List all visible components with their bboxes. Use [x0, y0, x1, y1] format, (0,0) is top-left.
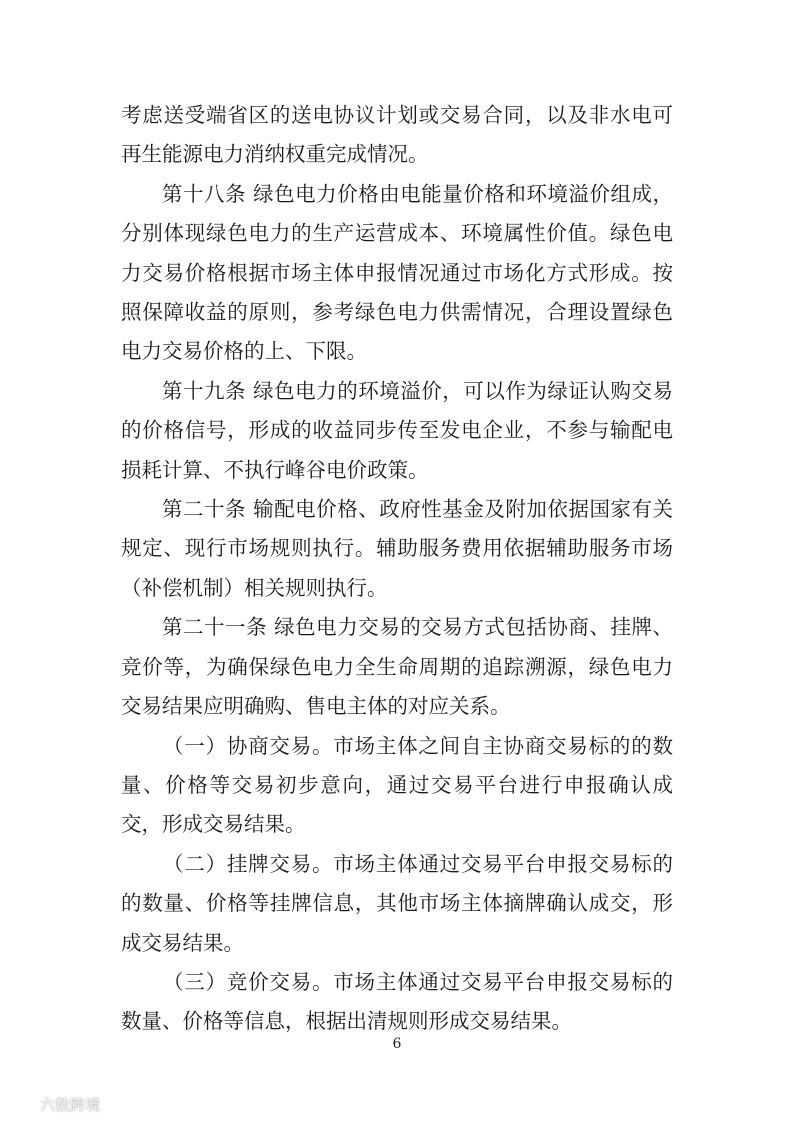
- watermark-text: 六数跨境: [40, 1096, 101, 1114]
- paragraph-item-3: （三）竞价交易。市场主体通过交易平台申报交易标的数量、价格等信息，根据出清规则形成交易结果。: [121, 969, 673, 1034]
- paragraph-article-21: 第二十一条 绿色电力交易的交易方式包括协商、挂牌、竞价等，为确保绿色电力全生命周期的追踪溯源，绿色电力交易结果应明确购、售电主体的对应关系。: [121, 615, 673, 719]
- paragraph-item-2: （二）挂牌交易。市场主体通过交易平台申报交易标的的数量、价格等挂牌信息，其他市场主体摘牌确认成交，形成交易结果。: [121, 851, 673, 955]
- watermark: [8, 1094, 100, 1115]
- paragraph-item-1: （一）协商交易。市场主体之间自主协商交易标的的数量、价格等交易初步意向，通过交易平台进行申报确认成交，形成交易结果。: [121, 733, 673, 837]
- paragraph-article-20: 第二十条 输配电价格、政府性基金及附加依据国家有关规定、现行市场规则执行。辅助服务费用依据辅助服务市场（补偿机制）相关规则执行。: [121, 497, 673, 600]
- paragraph-article-18: 第十八条 绿色电力价格由电能量价格和环境溢价组成，分别体现绿色电力的生产运营成本、环境属性价值。绿色电力交易价格根据市场主体申报情况通过市场化方式形成。按照保障收益的原则，参考绿色电力供需情况，合理设置绿色电力交易价格的上、下限。: [121, 181, 673, 364]
- paragraph-article-19: 第十九条 绿色电力的环境溢价，可以作为绿证认购交易的价格信号，形成的收益同步传至发电企业，不参与输配电损耗计算、不执行峰谷电价政策。: [121, 378, 673, 482]
- page-number: 6: [392, 1036, 402, 1052]
- brand-logo-icon: [8, 1096, 36, 1114]
- document-body: [121, 96, 673, 1042]
- paragraph-continuation: 考虑送受端省区的送电协议计划或交易合同，以及非水电可再生能源电力消纳权重完成情况。: [121, 103, 673, 167]
